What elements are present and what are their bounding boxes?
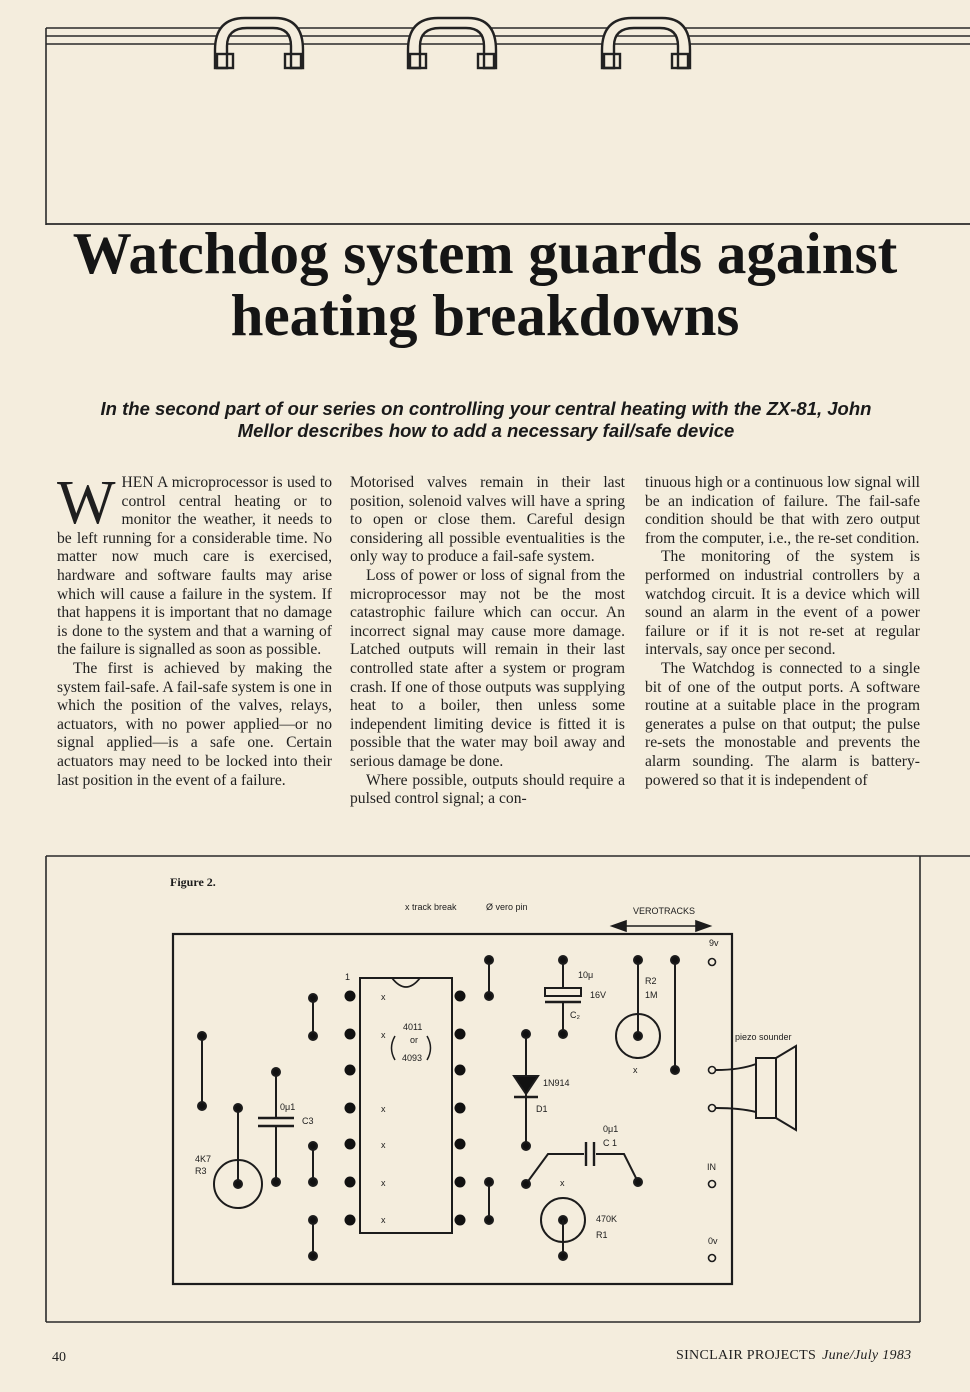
d1-label: D1 (536, 1104, 548, 1114)
x-mark: x (560, 1178, 565, 1188)
body-column-2 (350, 474, 625, 809)
article-title (30, 222, 940, 346)
terminal-9v-label: 9v (709, 938, 719, 948)
col3-paragraph-3: The Watchdog is connected to a single bit of one of the output ports. A software routine at a suitable place in the program generates a pulse on that output; the pulse re-sets the monostable and prevents the alarm sounding. The alarm is battery-powered so that it is independent of (645, 659, 920, 789)
ic-or: or (410, 1035, 419, 1045)
connector-clip-icons (215, 18, 690, 68)
c3-label: C3 (302, 1116, 314, 1126)
r1-label: R1 (596, 1230, 608, 1240)
ic-chip (345, 972, 452, 1233)
header-decoration (0, 0, 970, 230)
c1-value: 0μ1 (603, 1124, 619, 1134)
terminal-in-label: IN (707, 1162, 716, 1172)
diode-d1 (514, 1030, 538, 1150)
x-mark: x (381, 1215, 386, 1225)
terminals (709, 959, 716, 1262)
title-line-2: heating breakdowns (230, 282, 740, 348)
r3-value: 4K7 (195, 1154, 212, 1164)
x-mark: x (381, 1104, 386, 1114)
col2-paragraph-2: Loss of power or loss of signal from the microprocessor may not be the most catastrophic failure which can occur. An incorrect signal may cause more damage. Latched outputs will remain in their last controlled state after a system or program crash. If one of those outputs was supplying heat to a boiler, then unless some independent limiting device is fitted it is possible that the water may boil away and serious damage be done. (350, 566, 625, 770)
footer-publication (676, 1348, 911, 1364)
x-mark: x (381, 992, 386, 1002)
figure-2-circuit-layout (0, 850, 970, 1330)
c2-voltage: 16V (590, 990, 607, 1000)
standfirst-line-2: Mellor describes how to add a necessary fail/safe device (237, 420, 735, 441)
col1-paragraph-1-text: HEN A microprocessor is used to control central heating or to monitor the weather, it needs to be left running for a considerable time. No matter now much care is exercised, hardware and software faults may arise which will cause a failure in the system. If that happens it is important that no damage is done to the system and that a warning of the failure is signalled as soon as possible. (57, 474, 332, 659)
issue-date: June/July 1983 (822, 1348, 912, 1363)
trimmer-r1 (541, 1198, 585, 1260)
ic-pin-1-label: 1 (345, 972, 351, 982)
body-column-1 (57, 469, 332, 790)
r1-value: 470K (596, 1214, 618, 1224)
col2-paragraph-3: Where possible, outputs should require a pulsed control signal; a con- (350, 771, 625, 808)
col3-paragraph-2: The monitoring of the system is performed on industrial controllers by a watchdog circuit. It is a device which will sound an alarm in the event of a power failure or if it is not re-set at regular intervals, say once per second. (645, 548, 920, 659)
c2-value: 10μ (578, 970, 594, 980)
col2-paragraph-1: Motorised valves remain in their last position, solenoid valves will have a spring to open or close them. Careful design considering all possible eventualities is the only way to produce a fail-safe system. (350, 474, 625, 566)
col3-paragraph-1: tinuous high or a continuous low signal will be an indication of failure. The fail-safe condition should be that with zero output from the computer, i.e., the re-set condition. (645, 474, 920, 547)
page-number: 40 (52, 1350, 66, 1365)
article-standfirst (50, 398, 922, 442)
title-line-1: Watchdog system guards against (72, 220, 898, 286)
standfirst-line-1: In the second part of our series on controlling your central heating with the ZX-81, John (100, 398, 872, 419)
col1-paragraph-2: The first is achieved by making the system fail-safe. A fail-safe system is one in which the position of the valves, relays, actuators, with no power applied—or no signal applied—is a safe one. Certain actuators may need to be locked into their last position in the event of a failure. (57, 659, 332, 789)
trimmer-r3 (214, 1146, 262, 1208)
terminal-0v-label: 0v (708, 1236, 718, 1246)
capacitor-c3 (234, 1068, 294, 1186)
capacitor-c1 (522, 1142, 642, 1188)
r3-label: R3 (195, 1166, 207, 1176)
figure-label: Figure 2. (170, 875, 216, 889)
verotracks-label: VEROTRACKS (633, 906, 696, 916)
c1-label: C 1 (603, 1138, 618, 1148)
publication-name: SINCLAIR PROJECTS (676, 1348, 817, 1363)
col1-paragraph-1 (57, 469, 332, 660)
body-column-3 (645, 474, 920, 790)
verotracks-arrow-icon (612, 921, 710, 931)
x-mark: x (381, 1178, 386, 1188)
trimmer-r2 (616, 956, 660, 1058)
r2-value: 1M (645, 990, 658, 1000)
x-mark: x (381, 1140, 386, 1150)
drop-cap: W (57, 469, 116, 537)
capacitor-c2 (545, 956, 581, 1038)
x-mark: x (381, 1030, 386, 1040)
piezo-sounder-label: piezo sounder (735, 1032, 792, 1042)
legend-track-break: x track break (405, 902, 457, 912)
ic-alt-name: 4093 (402, 1053, 423, 1063)
x-mark: x (633, 1065, 638, 1075)
c2-label: C₂ (570, 1010, 580, 1020)
d1-type: 1N914 (543, 1078, 570, 1088)
legend-vero-pin: Ø vero pin (486, 902, 528, 912)
r2-label: R2 (645, 976, 657, 986)
piezo-sounder-icon (716, 1046, 796, 1130)
ic-name: 4011 (403, 1022, 423, 1032)
c3-value: 0μ1 (280, 1102, 296, 1112)
